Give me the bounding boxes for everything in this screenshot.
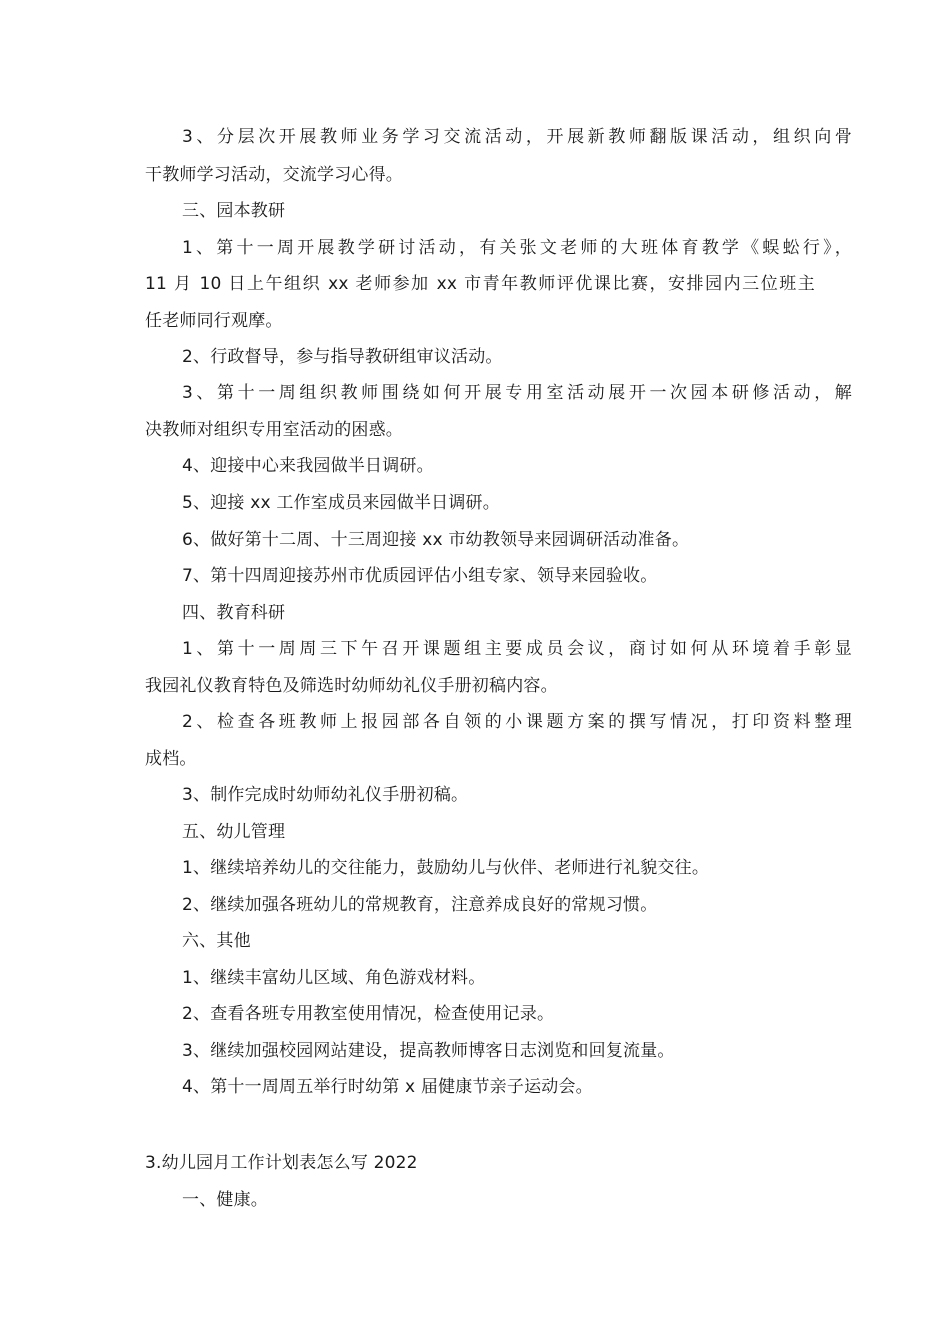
paragraph-line: 3、继续加强校园网站建设，提高教师博客日志浏览和回复流量。 xyxy=(182,1041,675,1061)
paragraph-line: 4、第十一周周五举行时幼第 x 届健康节亲子运动会。 xyxy=(182,1077,593,1097)
paragraph-line: 2、行政督导，参与指导教研组审议活动。 xyxy=(182,347,503,367)
section-heading: 四、教育科研 xyxy=(182,603,286,623)
paragraph-line: 3、第十一周组织教师围绕如何开展专用室活动展开一次园本研修活动，解 xyxy=(182,383,852,403)
section-heading: 三、园本教研 xyxy=(182,201,286,221)
paragraph-line: 1、继续丰富幼儿区域、角色游戏材料。 xyxy=(182,968,486,988)
paragraph-line: 7、第十四周迎接苏州市优质园评估小组专家、领导来园验收。 xyxy=(182,566,658,586)
paragraph-line: 6、做好第十二周、十三周迎接 xx 市幼教领导来园调研活动准备。 xyxy=(182,530,690,550)
paragraph-line: 4、迎接中心来我园做半日调研。 xyxy=(182,456,434,476)
paragraph-line: 成档。 xyxy=(145,749,197,769)
paragraph-line: 我园礼仪教育特色及筛选时幼师幼礼仪手册初稿内容。 xyxy=(145,676,558,696)
paragraph-line: 11 月 10 日上午组织 xx 老师参加 xx 市青年教师评优课比赛，安排园内三位班主 xyxy=(145,274,815,294)
paragraph-line: 2、检查各班教师上报园部各自领的小课题方案的撰写情况，打印资料整理 xyxy=(182,712,852,732)
paragraph-line: 3、制作完成时幼师幼礼仪手册初稿。 xyxy=(182,785,469,805)
paragraph-line: 2、查看各班专用教室使用情况，检查使用记录。 xyxy=(182,1004,555,1024)
paragraph-line: 任老师同行观摩。 xyxy=(145,311,283,331)
section-heading: 一、健康。 xyxy=(182,1190,268,1210)
paragraph-line: 决教师对组织专用室活动的困惑。 xyxy=(145,420,403,440)
document-heading: 3.幼儿园月工作计划表怎么写 2022 xyxy=(145,1153,418,1173)
section-heading: 五、幼儿管理 xyxy=(182,822,286,842)
paragraph-line: 1、第十一周开展教学研讨活动，有关张文老师的大班体育教学《蜈蚣行》， xyxy=(182,238,852,258)
paragraph-line: 1、继续培养幼儿的交往能力，鼓励幼儿与伙伴、老师进行礼貌交往。 xyxy=(182,858,710,878)
paragraph-line: 2、继续加强各班幼儿的常规教育，注意养成良好的常规习惯。 xyxy=(182,895,658,915)
paragraph-line: 干教师学习活动，交流学习心得。 xyxy=(145,165,403,185)
paragraph-line: 3、分层次开展教师业务学习交流活动，开展新教师翻版课活动，组织向骨 xyxy=(182,127,852,147)
paragraph-line: 1、第十一周周三下午召开课题组主要成员会议，商讨如何从环境着手彰显 xyxy=(182,639,852,659)
section-heading: 六、其他 xyxy=(182,931,251,951)
paragraph-line: 5、迎接 xx 工作室成员来园做半日调研。 xyxy=(182,493,500,513)
